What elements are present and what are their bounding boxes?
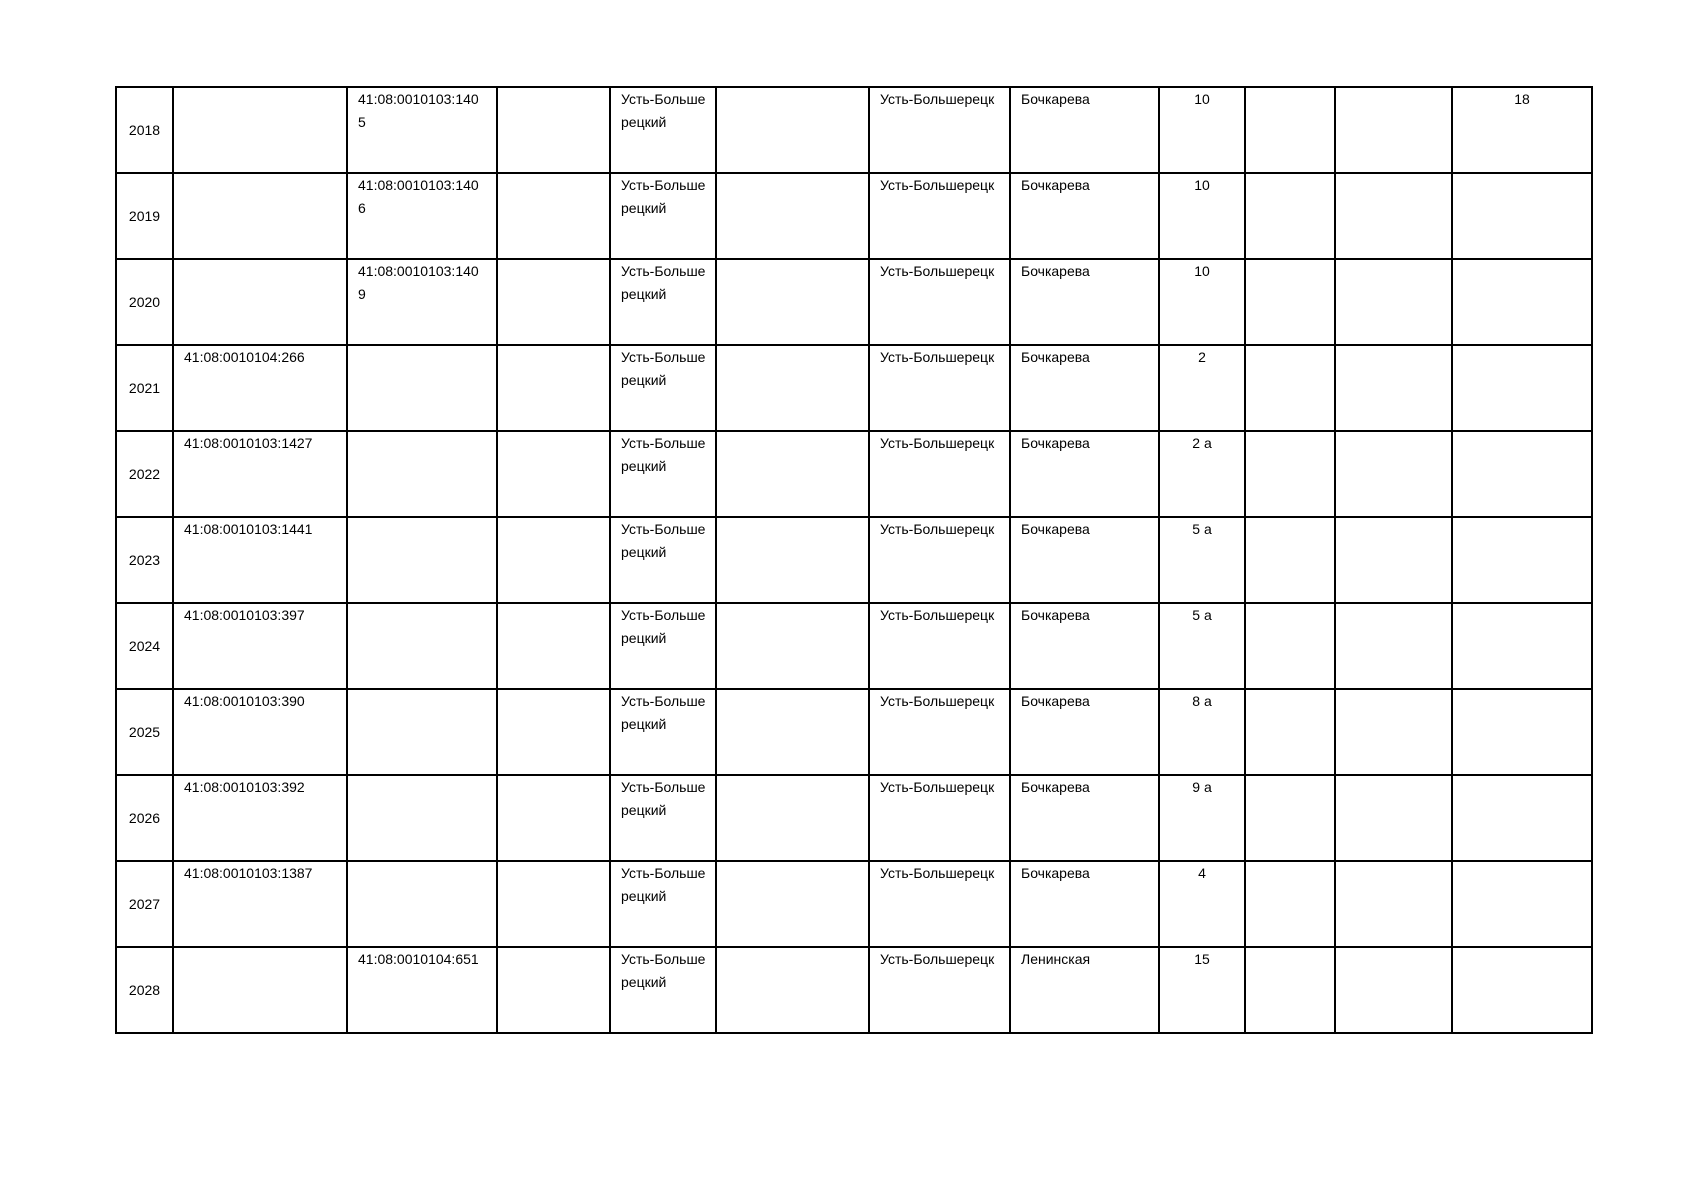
house-number: 2 xyxy=(1198,349,1206,365)
empty-cell xyxy=(1335,259,1452,345)
empty-cell xyxy=(1335,431,1452,517)
cadastral-number-cell xyxy=(173,861,347,947)
district-cell xyxy=(610,345,716,431)
cadastral-number-cell xyxy=(173,87,347,173)
house-number-cell xyxy=(1159,689,1245,775)
cadastral-number: 41:08:0010104:266 xyxy=(184,349,305,365)
table-row xyxy=(116,431,1592,517)
empty-cell xyxy=(1245,345,1335,431)
empty-cell xyxy=(716,603,869,689)
extra-value-cell xyxy=(1452,603,1592,689)
street-name: Бочкарева xyxy=(1021,693,1090,709)
empty-cell xyxy=(716,775,869,861)
cadastral-number-alt-cell xyxy=(347,775,497,861)
cadastral-number-alt-cell xyxy=(347,173,497,259)
row-number-cell xyxy=(116,689,173,775)
row-number-cell xyxy=(116,517,173,603)
empty-cell xyxy=(1335,173,1452,259)
settlement-name: Усть-Большерецк xyxy=(880,951,995,967)
street-name: Бочкарева xyxy=(1021,435,1090,451)
row-number-cell xyxy=(116,775,173,861)
empty-cell xyxy=(497,431,610,517)
row-number: 2021 xyxy=(128,379,161,396)
district-cell xyxy=(610,431,716,517)
house-number: 8 а xyxy=(1192,693,1212,709)
house-number-cell xyxy=(1159,947,1245,1033)
district-name: Усть-Большерецкий xyxy=(621,435,706,474)
settlement-name: Усть-Большерецк xyxy=(880,779,995,795)
cadastral-number-alt: 41:08:0010104:651 xyxy=(358,951,479,967)
cadastral-number-cell xyxy=(173,173,347,259)
street-cell xyxy=(1010,517,1159,603)
house-number: 10 xyxy=(1194,91,1210,107)
table-body xyxy=(116,87,1592,1033)
row-number-cell xyxy=(116,431,173,517)
house-number: 10 xyxy=(1194,177,1210,193)
table-row xyxy=(116,517,1592,603)
district-name: Усть-Большерецкий xyxy=(621,521,706,560)
street-name: Ленинская xyxy=(1021,951,1091,967)
extra-value: 18 xyxy=(1514,91,1530,107)
cadastral-number-cell xyxy=(173,689,347,775)
district-cell xyxy=(610,947,716,1033)
street-name: Бочкарева xyxy=(1021,779,1090,795)
empty-cell xyxy=(716,345,869,431)
table-row xyxy=(116,689,1592,775)
street-cell xyxy=(1010,259,1159,345)
table-row xyxy=(116,947,1592,1033)
extra-value-cell xyxy=(1452,87,1592,173)
cadastral-number: 41:08:0010103:1387 xyxy=(184,865,313,881)
table-row xyxy=(116,603,1592,689)
empty-cell xyxy=(1245,431,1335,517)
cadastral-number-alt-cell xyxy=(347,87,497,173)
extra-value-cell xyxy=(1452,517,1592,603)
empty-cell xyxy=(716,517,869,603)
district-cell xyxy=(610,517,716,603)
cadastral-number-alt: 41:08:0010103:1405 xyxy=(358,91,479,130)
cadastral-number: 41:08:0010103:392 xyxy=(184,779,305,795)
extra-value-cell xyxy=(1452,173,1592,259)
settlement-name: Усть-Большерецк xyxy=(880,607,995,623)
street-cell xyxy=(1010,775,1159,861)
empty-cell xyxy=(1245,173,1335,259)
row-number-cell xyxy=(116,861,173,947)
row-number-cell xyxy=(116,947,173,1033)
empty-cell xyxy=(497,259,610,345)
cadastral-number-cell xyxy=(173,259,347,345)
street-cell xyxy=(1010,345,1159,431)
row-number: 2019 xyxy=(128,207,161,224)
empty-cell xyxy=(1335,689,1452,775)
house-number-cell xyxy=(1159,345,1245,431)
empty-cell xyxy=(716,259,869,345)
street-name: Бочкарева xyxy=(1021,865,1090,881)
empty-cell xyxy=(497,87,610,173)
empty-cell xyxy=(1335,87,1452,173)
cadastral-number-cell xyxy=(173,947,347,1033)
house-number-cell xyxy=(1159,259,1245,345)
settlement-cell xyxy=(869,603,1010,689)
empty-cell xyxy=(716,947,869,1033)
settlement-name: Усть-Большерецк xyxy=(880,693,995,709)
cadastral-number: 41:08:0010103:390 xyxy=(184,693,305,709)
district-cell xyxy=(610,603,716,689)
cadastral-number-cell xyxy=(173,603,347,689)
table-row xyxy=(116,173,1592,259)
cadastral-number: 41:08:0010103:1441 xyxy=(184,521,313,537)
cadastral-number-alt-cell xyxy=(347,345,497,431)
settlement-cell xyxy=(869,517,1010,603)
empty-cell xyxy=(1335,345,1452,431)
empty-cell xyxy=(1245,947,1335,1033)
empty-cell xyxy=(716,87,869,173)
street-cell xyxy=(1010,947,1159,1033)
settlement-name: Усть-Большерецк xyxy=(880,521,995,537)
street-cell xyxy=(1010,431,1159,517)
street-cell xyxy=(1010,173,1159,259)
empty-cell xyxy=(1245,87,1335,173)
house-number-cell xyxy=(1159,861,1245,947)
table-row xyxy=(116,259,1592,345)
street-name: Бочкарева xyxy=(1021,177,1090,193)
row-number: 2025 xyxy=(128,723,161,740)
empty-cell xyxy=(1245,861,1335,947)
table-row xyxy=(116,345,1592,431)
empty-cell xyxy=(497,603,610,689)
house-number-cell xyxy=(1159,431,1245,517)
row-number-cell xyxy=(116,345,173,431)
extra-value-cell xyxy=(1452,259,1592,345)
row-number-cell xyxy=(116,259,173,345)
row-number-cell xyxy=(116,173,173,259)
registry-table xyxy=(115,86,1593,1034)
cadastral-number-alt-cell xyxy=(347,259,497,345)
cadastral-number-cell xyxy=(173,775,347,861)
settlement-name: Усть-Большерецк xyxy=(880,435,995,451)
settlement-cell xyxy=(869,345,1010,431)
settlement-name: Усть-Большерецк xyxy=(880,177,995,193)
row-number: 2022 xyxy=(128,465,161,482)
row-number: 2023 xyxy=(128,551,161,568)
row-number: 2028 xyxy=(128,981,161,998)
house-number-cell xyxy=(1159,87,1245,173)
district-cell xyxy=(610,87,716,173)
extra-value-cell xyxy=(1452,947,1592,1033)
settlement-cell xyxy=(869,173,1010,259)
row-number: 2018 xyxy=(128,121,161,138)
row-number-cell xyxy=(116,603,173,689)
street-name: Бочкарева xyxy=(1021,607,1090,623)
street-name: Бочкарева xyxy=(1021,263,1090,279)
district-cell xyxy=(610,173,716,259)
empty-cell xyxy=(1335,775,1452,861)
empty-cell xyxy=(1245,775,1335,861)
street-name: Бочкарева xyxy=(1021,521,1090,537)
house-number: 5 а xyxy=(1192,521,1212,537)
empty-cell xyxy=(1335,517,1452,603)
house-number-cell xyxy=(1159,603,1245,689)
house-number: 15 xyxy=(1194,951,1210,967)
cadastral-number-alt: 41:08:0010103:1406 xyxy=(358,177,479,216)
street-cell xyxy=(1010,87,1159,173)
empty-cell xyxy=(497,947,610,1033)
house-number: 9 а xyxy=(1192,779,1212,795)
empty-cell xyxy=(716,861,869,947)
settlement-cell xyxy=(869,259,1010,345)
empty-cell xyxy=(1245,603,1335,689)
settlement-cell xyxy=(869,431,1010,517)
house-number: 4 xyxy=(1198,865,1206,881)
district-name: Усть-Большерецкий xyxy=(621,951,706,990)
settlement-cell xyxy=(869,87,1010,173)
district-name: Усть-Большерецкий xyxy=(621,779,706,818)
settlement-name: Усть-Большерецк xyxy=(880,349,995,365)
house-number-cell xyxy=(1159,173,1245,259)
settlement-name: Усть-Большерецк xyxy=(880,263,995,279)
cadastral-number-alt-cell xyxy=(347,603,497,689)
settlement-cell xyxy=(869,689,1010,775)
empty-cell xyxy=(497,775,610,861)
house-number-cell xyxy=(1159,517,1245,603)
settlement-cell xyxy=(869,947,1010,1033)
street-name: Бочкарева xyxy=(1021,349,1090,365)
cadastral-number-alt-cell xyxy=(347,861,497,947)
cadastral-number-alt-cell xyxy=(347,689,497,775)
cadastral-number-cell xyxy=(173,431,347,517)
extra-value-cell xyxy=(1452,345,1592,431)
extra-value-cell xyxy=(1452,861,1592,947)
street-name: Бочкарева xyxy=(1021,91,1090,107)
district-name: Усть-Большерецкий xyxy=(621,177,706,216)
empty-cell xyxy=(716,431,869,517)
table-row xyxy=(116,861,1592,947)
empty-cell xyxy=(497,173,610,259)
district-cell xyxy=(610,259,716,345)
empty-cell xyxy=(716,689,869,775)
row-number: 2027 xyxy=(128,895,161,912)
empty-cell xyxy=(497,861,610,947)
empty-cell xyxy=(1245,689,1335,775)
cadastral-number-alt-cell xyxy=(347,947,497,1033)
district-cell xyxy=(610,689,716,775)
district-cell xyxy=(610,861,716,947)
settlement-name: Усть-Большерецк xyxy=(880,865,995,881)
district-name: Усть-Большерецкий xyxy=(621,263,706,302)
empty-cell xyxy=(497,345,610,431)
district-name: Усть-Большерецкий xyxy=(621,607,706,646)
row-number: 2020 xyxy=(128,293,161,310)
house-number: 2 а xyxy=(1192,435,1212,451)
row-number: 2024 xyxy=(128,637,161,654)
district-name: Усть-Большерецкий xyxy=(621,693,706,732)
cadastral-number-alt-cell xyxy=(347,431,497,517)
district-name: Усть-Большерецкий xyxy=(621,91,706,130)
cadastral-number-cell xyxy=(173,517,347,603)
empty-cell xyxy=(497,517,610,603)
empty-cell xyxy=(716,173,869,259)
street-cell xyxy=(1010,689,1159,775)
street-cell xyxy=(1010,603,1159,689)
empty-cell xyxy=(1245,517,1335,603)
empty-cell xyxy=(1335,947,1452,1033)
house-number: 10 xyxy=(1194,263,1210,279)
settlement-cell xyxy=(869,861,1010,947)
district-cell xyxy=(610,775,716,861)
empty-cell xyxy=(1335,603,1452,689)
cadastral-number-cell xyxy=(173,345,347,431)
district-name: Усть-Большерецкий xyxy=(621,865,706,904)
cadastral-number-alt-cell xyxy=(347,517,497,603)
table-row xyxy=(116,775,1592,861)
settlement-name: Усть-Большерецк xyxy=(880,91,995,107)
extra-value-cell xyxy=(1452,431,1592,517)
settlement-cell xyxy=(869,775,1010,861)
house-number-cell xyxy=(1159,775,1245,861)
empty-cell xyxy=(1335,861,1452,947)
extra-value-cell xyxy=(1452,775,1592,861)
house-number: 5 а xyxy=(1192,607,1212,623)
table-row xyxy=(116,87,1592,173)
row-number-cell xyxy=(116,87,173,173)
district-name: Усть-Большерецкий xyxy=(621,349,706,388)
row-number: 2026 xyxy=(128,809,161,826)
street-cell xyxy=(1010,861,1159,947)
empty-cell xyxy=(497,689,610,775)
empty-cell xyxy=(1245,259,1335,345)
cadastral-number: 41:08:0010103:397 xyxy=(184,607,305,623)
cadastral-number: 41:08:0010103:1427 xyxy=(184,435,313,451)
extra-value-cell xyxy=(1452,689,1592,775)
cadastral-number-alt: 41:08:0010103:1409 xyxy=(358,263,479,302)
